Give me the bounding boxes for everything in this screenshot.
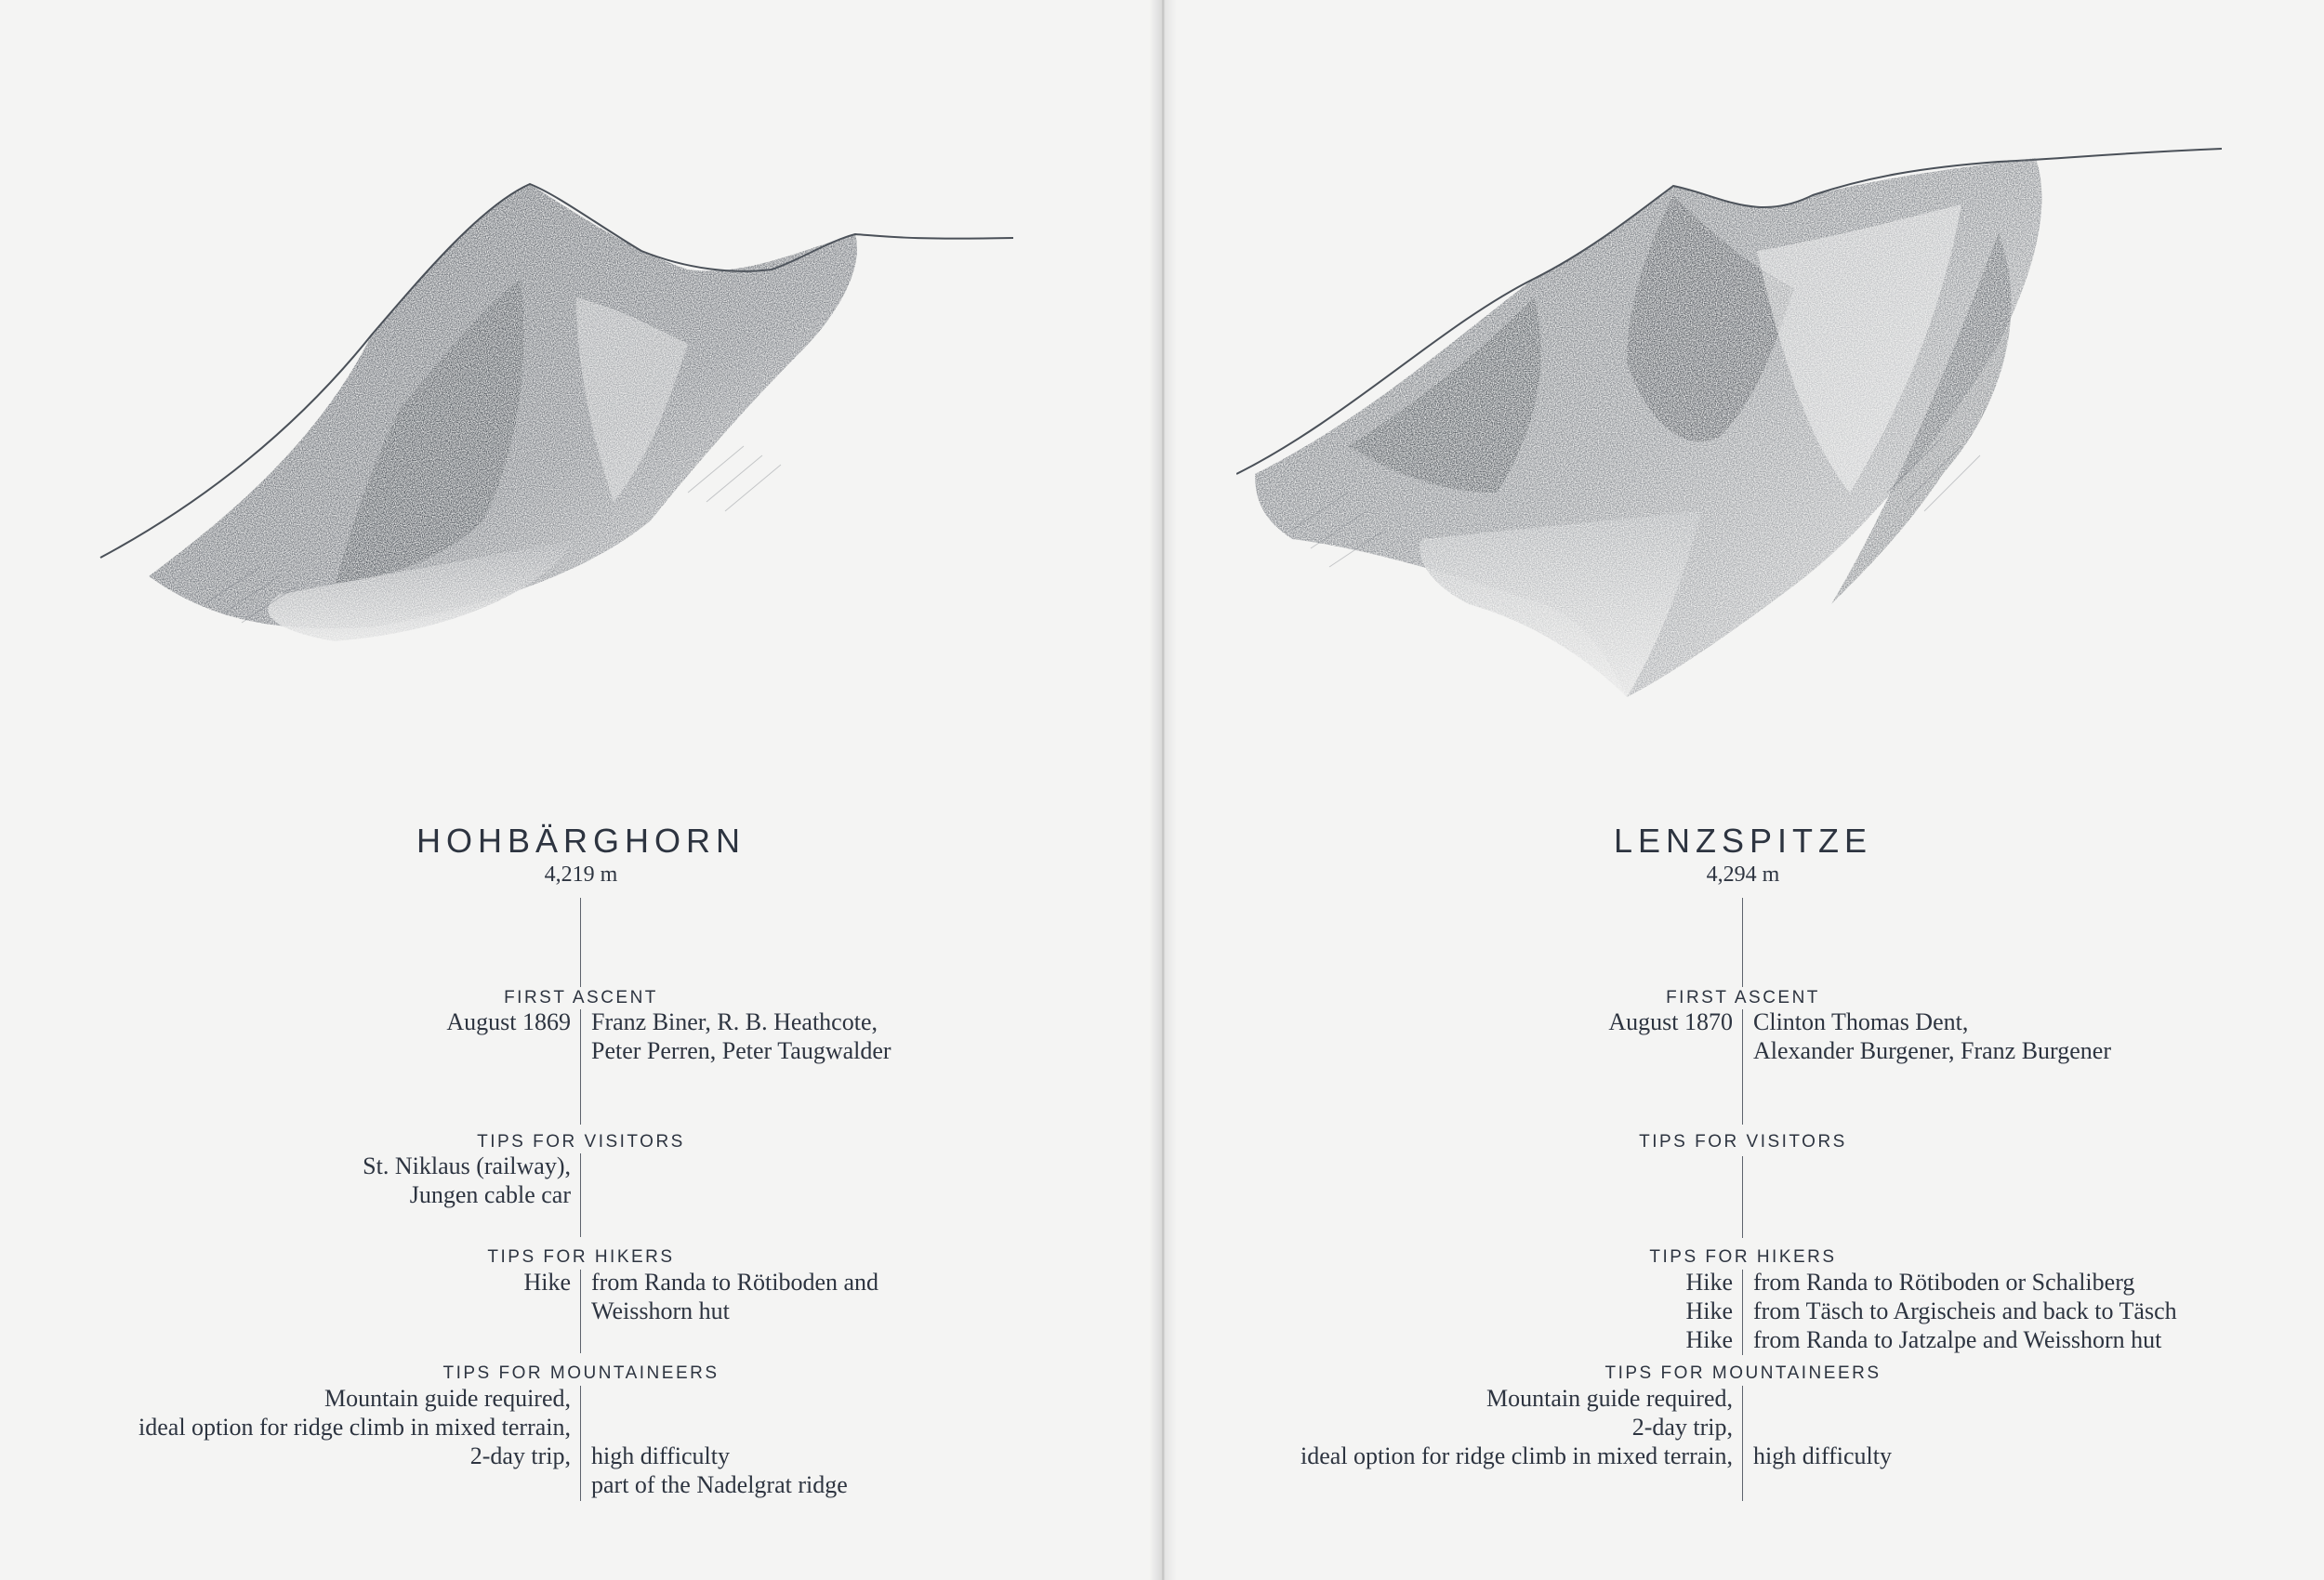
hikers-heading: TIPS FOR HIKERS xyxy=(1649,1247,1837,1267)
lenzspitze-illustration xyxy=(1236,139,2222,790)
peak-name: LENZSPITZE xyxy=(1613,822,1873,860)
divider-line xyxy=(1742,1156,1743,1238)
peak-elevation: 4,294 m xyxy=(1706,862,1780,887)
visitors-tips: St. Niklaus (railway), Jungen cable car xyxy=(363,1152,571,1208)
hikers-heading: TIPS FOR HIKERS xyxy=(487,1247,675,1267)
hikers-route: from Randa to Rötiboden and Weisshorn hut xyxy=(591,1269,879,1324)
first-ascent-heading: FIRST ASCENT xyxy=(504,988,658,1007)
peak-name: HOHBÄRGHORN xyxy=(416,822,746,860)
divider-line xyxy=(1742,898,1743,987)
visitors-heading: TIPS FOR VISITORS xyxy=(1639,1132,1847,1152)
first-ascent-date: August 1870 xyxy=(1608,1008,1733,1035)
hikers-label: Hike xyxy=(523,1269,571,1296)
first-ascent-climbers: Clinton Thomas Dent, Alexander Burgener, Franz Burgener xyxy=(1753,1008,2111,1064)
divider-line xyxy=(1742,1270,1743,1355)
divider-line xyxy=(580,1009,581,1125)
hikers-labels: Hike Hike Hike xyxy=(1685,1269,1733,1353)
mountaineers-notes: high difficulty xyxy=(1753,1442,1893,1469)
mountaineers-heading: TIPS FOR MOUNTAINEERS xyxy=(442,1363,720,1383)
right-page xyxy=(1162,0,2324,1580)
visitors-heading: TIPS FOR VISITORS xyxy=(477,1132,685,1152)
hohbarghorn-illustration xyxy=(93,167,1023,725)
first-ascent-climbers: Franz Biner, R. B. Heathcote, Peter Perren, Peter Taugwalder xyxy=(591,1008,891,1064)
first-ascent-heading: FIRST ASCENT xyxy=(1666,988,1820,1007)
divider-line xyxy=(580,1153,581,1237)
mountaineers-notes: high difficulty part of the Nadelgrat ridge xyxy=(591,1442,848,1498)
mountaineers-tips: Mountain guide required, ideal option for ridge climb in mixed terrain, 2-day trip, xyxy=(139,1385,571,1469)
divider-line xyxy=(580,898,581,987)
peak-elevation: 4,219 m xyxy=(544,862,618,887)
mountaineers-tips: Mountain guide required, 2-day trip, ideal option for ridge climb in mixed terrain, xyxy=(1301,1385,1733,1469)
divider-line xyxy=(580,1270,581,1353)
divider-line xyxy=(580,1386,581,1501)
first-ascent-date: August 1869 xyxy=(446,1008,571,1035)
hikers-routes: from Randa to Rötiboden or Schaliberg from Täsch to Argischeis and back to Täsch from Randa to Jatzalpe and Weisshorn hut xyxy=(1753,1269,2177,1353)
divider-line xyxy=(1742,1386,1743,1501)
mountaineers-heading: TIPS FOR MOUNTAINEERS xyxy=(1604,1363,1882,1383)
divider-line xyxy=(1742,1009,1743,1125)
